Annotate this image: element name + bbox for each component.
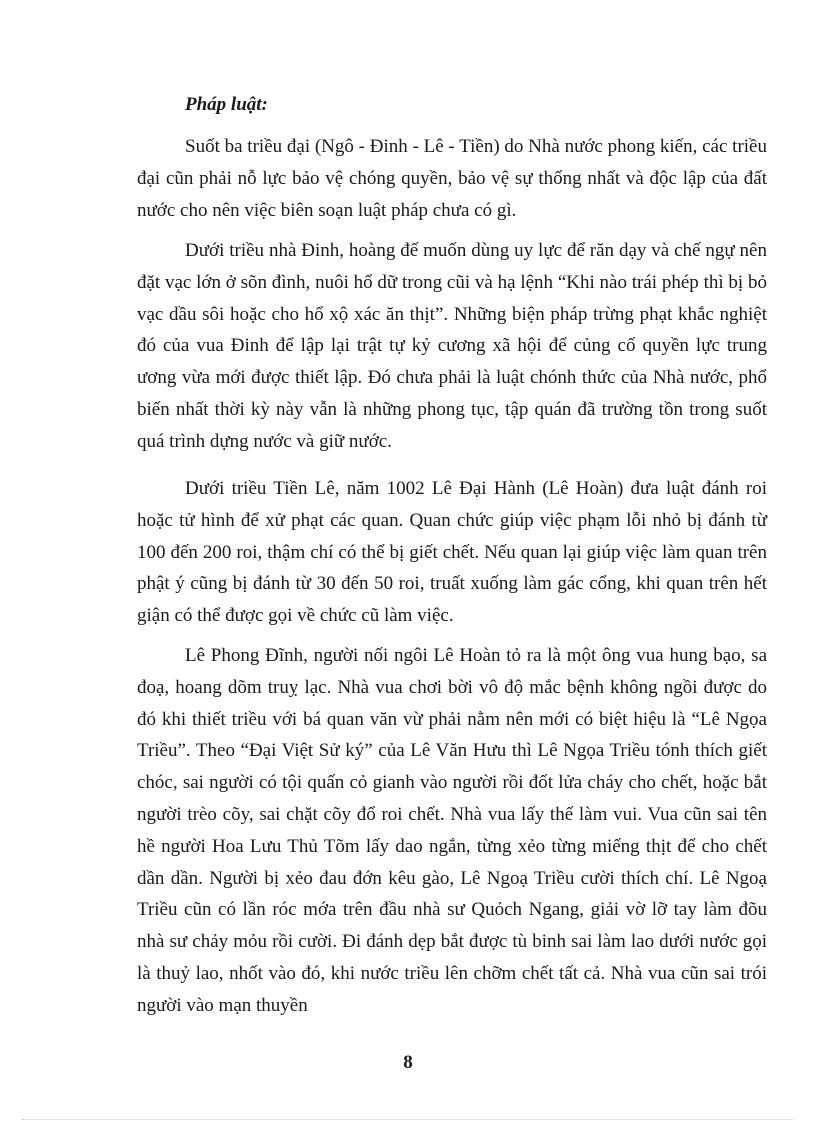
page-number: 8 bbox=[403, 1052, 413, 1073]
paragraph-le-ngoa-trieu: Lê Phong Đĩnh, người nối ngôi Lê Hoàn tỏ ra là một ông vua hung bạo, sa đoạ, hoang dõm truỵ lạc. Nhà vua chơi bời vô độ mắc bệnh không ngồi được do đó khi thiết triều với bá quan văn vừ phải nằm nên mới có biệt hiệu là “Lê Ngọa Triều”. Theo “Đại Việt Sử ký” của Lê Văn Hưu thì Lê Ngọa Triều tónh thích giết chóc, sai người có tội quấn cỏ gianh vào người rồi đốt lửa cháy cho chết, hoặc bắt người trèo cõy, sai chặt cõy đổ roi chết. Nhà vua lấy thế làm vui. Vua cũn sai tên hề người Hoa Lưu Thủ Tõm lấy dao ngắn, từng xẻo từng miếng thịt để cho chết dần dần. Người bị xẻo đau đớn kêu gào, Lê Ngoạ Triều cười thích chí. Lê Ngoạ Triều cũn có lần róc mớa trên đầu nhà sư Quỏch Ngang, giải vờ lỡ tay làm đõu nhà sư chảy mỏu rồi cười. Đi đánh dẹp bắt được tù binh sai làm lao dưới nước gọi là thuỷ lao, nhốt vào đó, khi nước triều lên chỡm chết tất cả. Nhà vua cũn sai trói người vào mạn thuyền bbox=[137, 645, 767, 1016]
paragraph-overview: Suốt ba triều đại (Ngô - Đinh - Lê - Tiền) do Nhà nước phong kiến, các triều đại cũn phải nỗ lực bảo vệ chóng quyền, bảo vệ sự thống nhất và độc lập của đất nước cho nên việc biên soạn luật pháp chưa có gì. bbox=[137, 136, 767, 221]
paragraph-dinh-dynasty: Dưới triều nhà Đinh, hoàng đế muốn dùng uy lực để răn dạy và chế ngự nên đặt vạc lớn ở sõn đình, nuôi hổ dữ trong cũi và hạ lệnh “Khi nào trái phép thì bị bỏ vạc dầu sôi hoặc cho hổ xộ xác ăn thịt”. Những biện pháp trừng phạt khắc nghiệt đó của vua Đinh để lập lại trật tự kỷ cương xã hội để củng cố quyền lực trung ương vừa mới được thiết lập. Đó chưa phải là luật chónh thức của Nhà nước, phổ biến nhất thời kỳ này vẫn là những phong tục, tập quán đã trường tồn trong suốt quá trình dựng nước và giữ nước. bbox=[137, 240, 767, 452]
paragraph-tien-le-dynasty: Dưới triều Tiền Lê, năm 1002 Lê Đại Hành (Lê Hoàn) đưa luật đánh roi hoặc tử hình để xử phạt các quan. Quan chức giúp việc phạm lỗi nhỏ bị đánh từ 100 đến 200 roi, thậm chí có thể bị giết chết. Nếu quan lại giúp việc làm quan trên phật ý cũng bị đánh từ 30 đến 50 roi, truất xuống làm gác cổng, khi quan trên hết giận có thể được gọi về chức cũ làm việc. bbox=[137, 478, 767, 627]
page-bottom-divider bbox=[22, 1119, 794, 1120]
section-heading: Pháp luật: bbox=[185, 94, 268, 115]
